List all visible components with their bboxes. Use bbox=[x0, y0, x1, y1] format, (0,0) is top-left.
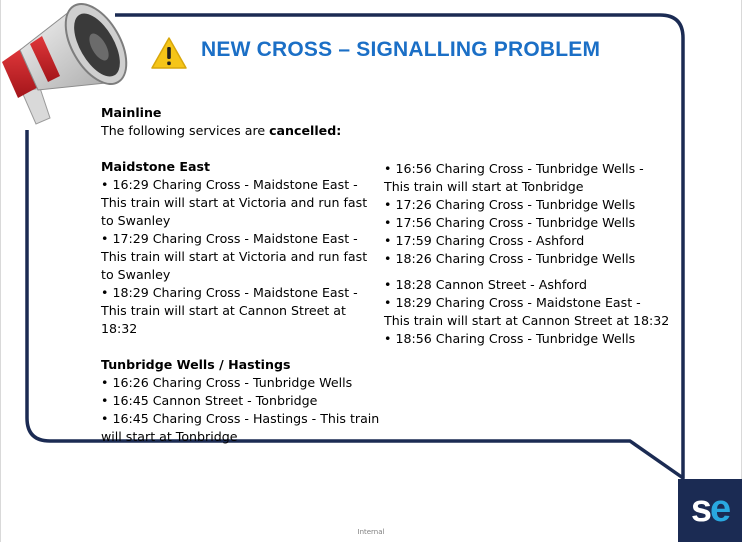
service-item: • 16:56 Charing Cross - Tunbridge Wells - This train will start at Tonbridge bbox=[384, 161, 644, 194]
service-item: • 16:45 Cannon Street - Tonbridge bbox=[101, 393, 318, 408]
warning-icon bbox=[150, 36, 188, 70]
service-item: • 17:59 Charing Cross - Ashford bbox=[384, 233, 585, 248]
service-item: • 18:28 Cannon Street - Ashford bbox=[384, 277, 587, 292]
alert-title: NEW CROSS – SIGNALLING PROBLEM bbox=[201, 38, 601, 61]
intro-text: The following services are bbox=[101, 123, 270, 138]
service-item: • 16:29 Charing Cross - Maidstone East - This train will start at Victoria and run fast to Swanley bbox=[101, 177, 368, 228]
service-item: • 16:26 Charing Cross - Tunbridge Wells bbox=[101, 375, 353, 390]
section-heading-mainline: Mainline bbox=[101, 105, 162, 120]
service-item: • 18:26 Charing Cross - Tunbridge Wells bbox=[384, 251, 636, 266]
footer-classification: Internal bbox=[357, 528, 385, 536]
service-item: • 18:29 Charing Cross - Maidstone East - This train will start at Cannon Street at 18:32 bbox=[384, 295, 670, 328]
route-heading-tunbridge-wells-hastings: Tunbridge Wells / Hastings bbox=[101, 357, 291, 372]
service-item: • 18:29 Charing Cross - Maidstone East - This train will start at Cannon Street at 18:32 bbox=[101, 285, 358, 336]
service-item: • 17:29 Charing Cross - Maidstone East - This train will start at Victoria and run fast to Swanley bbox=[101, 231, 368, 282]
cancelled-intro bbox=[101, 122, 383, 140]
service-item: • 17:26 Charing Cross - Tunbridge Wells bbox=[384, 197, 636, 212]
service-item: • 18:56 Charing Cross - Tunbridge Wells bbox=[384, 331, 636, 346]
route-heading-maidstone-east: Maidstone East bbox=[101, 159, 211, 174]
southeastern-logo: se bbox=[678, 479, 742, 542]
right-column bbox=[384, 160, 670, 348]
intro-emphasis: cancelled: bbox=[269, 123, 342, 138]
service-item: • 17:56 Charing Cross - Tunbridge Wells bbox=[384, 215, 636, 230]
left-column bbox=[101, 104, 383, 446]
service-item: • 16:45 Charing Cross - Hastings - This train will start at Tonbridge bbox=[101, 411, 380, 444]
